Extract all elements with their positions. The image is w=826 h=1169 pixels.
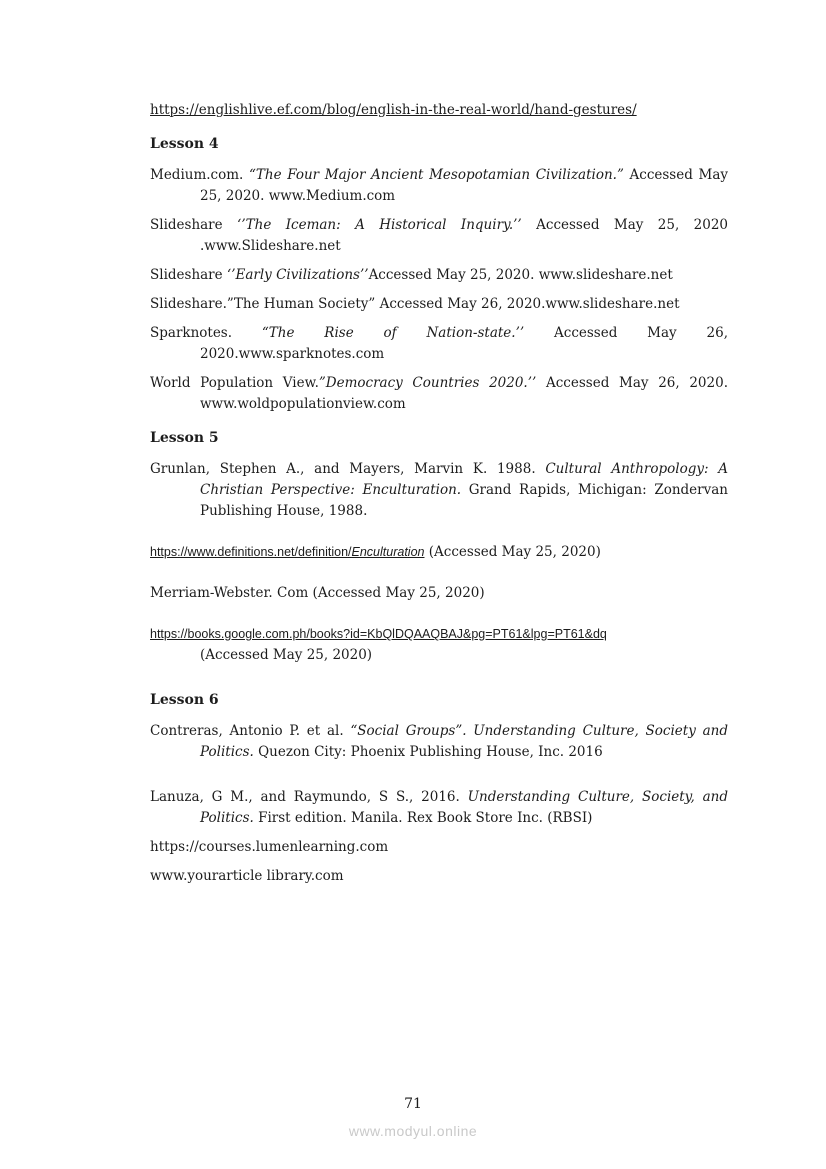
- entry-title-italic: ”Democracy Countries 2020.’’: [318, 375, 537, 391]
- entry-text: Accessed May 25, 2020. www.Medium.com: [200, 167, 728, 204]
- entry-title-italic: “The Four Major Ancient Mesopotamian Civilization.”: [248, 167, 624, 183]
- definitions-link-enculturation[interactable]: Enculturation: [351, 545, 425, 559]
- reference-entry-slideshare-human-society: [150, 294, 728, 315]
- entry-text: Accessed May 25, 2020 .www.Slideshare.net: [200, 217, 728, 254]
- reference-entry-lanuza: [150, 787, 728, 829]
- reference-entry-merriam-webster: [150, 583, 728, 604]
- entry-text: Merriam-Webster. Com (Accessed May 25, 2020): [150, 585, 485, 601]
- entry-title-italic: Cultural Anthropology: A Christian Perspective: Enculturation.: [200, 461, 729, 498]
- entry-title-italic: Understanding Culture, Society, and Politics.: [200, 789, 729, 826]
- entry-text: Accessed May 25, 2020. www.slideshare.net: [368, 267, 673, 283]
- entry-title-italic: ‘’Early Civilizations’’: [226, 267, 369, 283]
- reference-entry-slideshare-iceman: [150, 215, 728, 257]
- reference-entry-books-google: [150, 624, 728, 666]
- entry-text: Sparknotes.: [150, 325, 262, 341]
- reference-entry-medium: [150, 165, 728, 207]
- reference-entry-yourarticle: [150, 866, 728, 887]
- references-content: [150, 100, 728, 895]
- reference-entry-definitions: [150, 542, 728, 563]
- entry-title-italic: ‘’The Iceman: A Historical Inquiry.’’: [237, 217, 522, 233]
- lesson-6-heading: Lesson 6: [150, 692, 219, 708]
- reference-entry-grunlan: [150, 459, 728, 522]
- reference-entry-hand-gestures: [150, 100, 728, 121]
- entry-text: (Accessed May 25, 2020): [200, 647, 373, 663]
- reference-entry-lumenlearning: [150, 837, 728, 858]
- definitions-link[interactable]: https://www.definitions.net/definition/: [150, 545, 352, 559]
- entry-text: Quezon City: Phoenix Publishing House, Inc. 2016: [253, 744, 603, 760]
- reference-entry-sparknotes: [150, 323, 728, 365]
- lesson-5-heading: Lesson 5: [150, 430, 219, 446]
- entry-text: Grunlan, Stephen A., and Mayers, Marvin K. 1988.: [150, 461, 546, 477]
- lesson-4-heading: Lesson 4: [150, 136, 219, 152]
- entry-text: World Population View.: [150, 375, 319, 391]
- reference-entry-world-population-view: [150, 373, 728, 415]
- hand-gestures-link[interactable]: https://englishlive.ef.com/blog/english-in-the-real-world/hand-gestures/: [150, 102, 637, 118]
- watermark: www.modyul.online: [348, 1123, 478, 1139]
- entry-text: First edition. Manila. Rex Book Store Inc. (RBSI): [253, 810, 593, 826]
- reference-entry-contreras: [150, 721, 728, 763]
- entry-text: Accessed May 26, 2020. www.woldpopulationview.com: [200, 375, 728, 412]
- entry-text: Slideshare.”The Human Society” Accessed May 26, 2020.www.slideshare.net: [150, 296, 680, 312]
- entry-text: Slideshare: [150, 217, 238, 233]
- page-number: 71: [404, 1096, 422, 1112]
- entry-text: www.yourarticle library.com: [150, 868, 344, 884]
- entry-text: Medium.com.: [150, 167, 249, 183]
- entry-text: (Accessed May 25, 2020): [424, 544, 601, 560]
- entry-text: Grand Rapids, Michigan: Zondervan Publishing House, 1988.: [200, 482, 728, 519]
- entry-text: Slideshare: [150, 267, 227, 283]
- entry-text: Accessed May 26, 2020.www.sparknotes.com: [200, 325, 728, 362]
- reference-entry-slideshare-early-civilizations: [150, 265, 728, 286]
- entry-title-italic: “Social Groups”. Understanding Culture, Society and Politics.: [200, 723, 728, 760]
- books-google-link[interactable]: https://books.google.com.ph/books?id=KbQlDQAAQBAJ&pg=PT61&lpg=PT61&dq: [150, 627, 607, 641]
- entry-text: https://courses.lumenlearning.com: [150, 839, 389, 855]
- entry-text: Contreras, Antonio P. et al.: [150, 723, 351, 739]
- entry-text: Lanuza, G M., and Raymundo, S S., 2016.: [150, 789, 468, 805]
- entry-title-italic: “The Rise of Nation-state.’’: [261, 325, 525, 341]
